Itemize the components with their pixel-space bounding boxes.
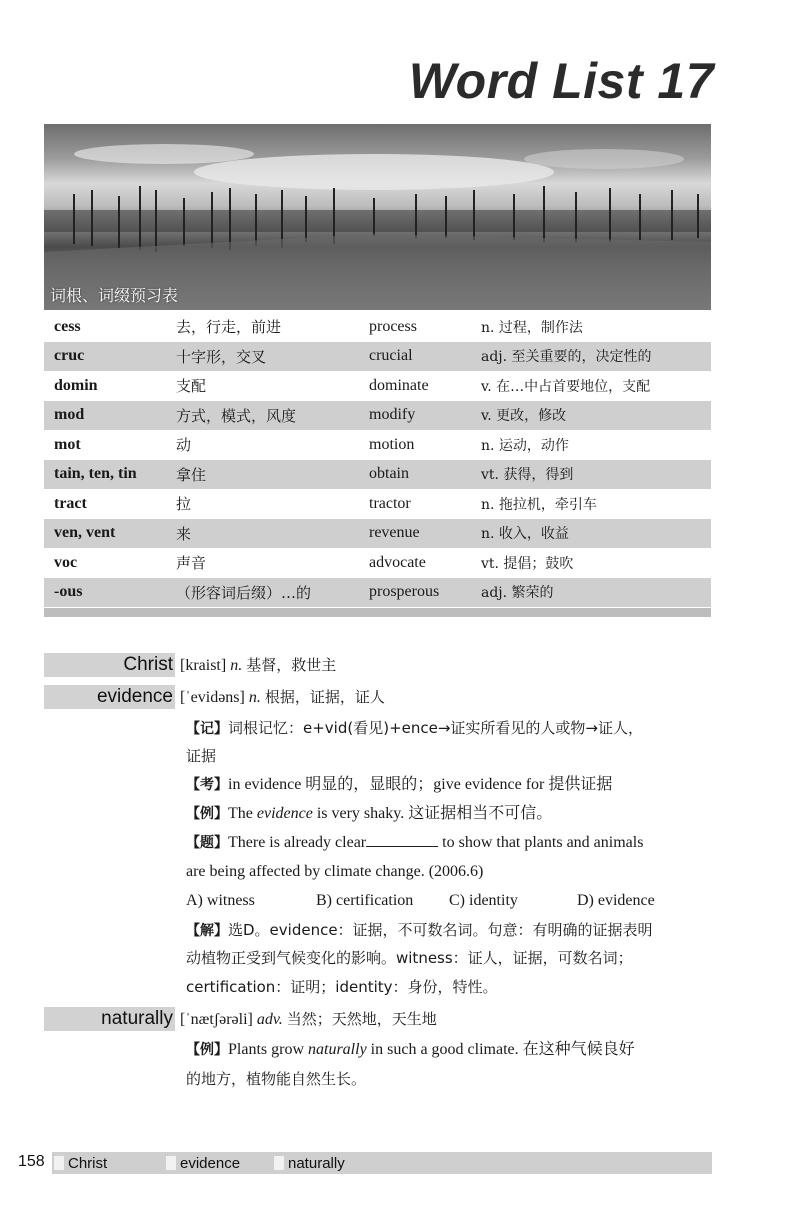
example-cell: obtain (359, 460, 471, 490)
meaning-cell: 动 (176, 436, 192, 455)
meaning-cell: 声音 (176, 554, 207, 573)
example-cell: motion (369, 435, 415, 453)
memo-tag: 【记】 (186, 721, 228, 737)
footer-index-item (274, 1155, 345, 1172)
example-pre: Plants grow (228, 1041, 308, 1058)
example-cell: prosperous (359, 578, 471, 608)
example-cell: crucial (359, 342, 471, 372)
example-pre: The (228, 805, 257, 822)
answer-line (186, 918, 716, 943)
memo-line (186, 716, 716, 741)
table-row (44, 519, 711, 549)
meaning-cell: 支配 (176, 377, 207, 396)
answer-line-2: 动植物正受到气候变化的影响。witness：证人，证据，可数名词； (186, 949, 633, 967)
definition: 基督，救世主 (246, 656, 337, 674)
example-cell: tractor (369, 494, 411, 512)
table-bottom-border (44, 608, 711, 617)
part-of-speech: adv. (256, 1011, 283, 1028)
footer-index-item (54, 1155, 107, 1172)
table-row (44, 401, 711, 431)
pronunciation: [ˈevidəns] (180, 689, 245, 706)
headword-christ: Christ (44, 653, 175, 677)
memo-text: 词根记忆：e+vid(看见)+ence→证实所看见的人或物→证人， (228, 719, 643, 737)
example-cell: dominate (369, 376, 429, 394)
example-line-2: 的地方，植物能自然生长。 (186, 1070, 367, 1088)
pronunciation: [kraist] (180, 657, 227, 674)
answer-text: 选D。evidence：证据，不可数名词。句意：有明确的证据表明 (228, 921, 653, 939)
meaning-cell: 去，行走，前进 (176, 318, 282, 337)
headword-evidence: evidence (44, 685, 175, 709)
definition-cell: n. 拖拉机，牵引车 (481, 496, 597, 513)
table-row (44, 489, 711, 519)
definition-cell: adj. 繁荣的 (471, 578, 711, 608)
footer-word: naturally (288, 1155, 345, 1172)
banner-label: 词根、词缀预习表 (50, 286, 179, 305)
root-cell: -ous (44, 578, 166, 608)
checkbox-square-icon (166, 1156, 176, 1170)
table-row (44, 430, 711, 460)
footer-word: evidence (180, 1155, 241, 1172)
table-row (44, 371, 711, 401)
example-post: is very shaky. 这证据相当不可信。 (312, 805, 553, 822)
root-cell: mot (54, 435, 81, 453)
question-pre: There is already clear (228, 834, 367, 851)
question-line-2: are being affected by climate change. (2006.6) (186, 863, 484, 880)
option-a: A) witness (186, 892, 255, 909)
root-cell: cess (54, 317, 81, 335)
question-tag: 【题】 (186, 835, 228, 851)
answer-tag: 【解】 (186, 923, 228, 939)
question-line (186, 831, 716, 855)
options-line (186, 889, 716, 913)
checkbox-square-icon (274, 1156, 284, 1170)
example-cell: process (369, 317, 417, 335)
headword-naturally: naturally (44, 1007, 175, 1031)
entry-evidence-header (180, 685, 710, 710)
root-cell: ven, vent (44, 519, 166, 549)
meaning-cell: 方式，模式，风度 (166, 401, 359, 431)
example-keyword: naturally (308, 1041, 367, 1058)
page-title: Word List 17 (408, 53, 714, 109)
footer-index-item (166, 1155, 240, 1172)
example-cell: advocate (369, 553, 426, 571)
example-cell: revenue (359, 519, 471, 549)
root-cell: cruc (44, 342, 166, 372)
footer-bar (52, 1152, 712, 1174)
landscape-banner (44, 124, 711, 310)
table-row (44, 342, 711, 372)
part-of-speech: n. (248, 689, 261, 706)
example-tag: 【例】 (186, 806, 228, 822)
example-line (186, 1038, 716, 1062)
entry-naturally-header (180, 1007, 710, 1032)
checkbox-square-icon (54, 1156, 64, 1170)
part-of-speech: n. (230, 657, 243, 674)
pronunciation: [ˈnætʃərəli] (180, 1011, 253, 1028)
table-row (44, 548, 711, 578)
definition: 根据，证据，证人 (264, 688, 385, 706)
table-row (44, 460, 711, 490)
definition-cell: vt. 获得，得到 (471, 460, 711, 490)
question-post: to show that plants and animals (438, 834, 644, 851)
table-row (44, 578, 711, 608)
definition-cell: v. 更改，修改 (471, 401, 711, 431)
exam-text: in evidence 明显的，显眼的；give evidence for 提供证据 (228, 776, 613, 793)
memo-line-2: 证据 (186, 747, 217, 765)
definition-cell: n. 运动，动作 (481, 437, 569, 454)
answer-blank (366, 832, 438, 847)
example-post: in such a good climate. 在这种气候良好 (366, 1041, 635, 1058)
definition-cell: vt. 提倡；鼓吹 (481, 555, 574, 572)
example-cell: modify (359, 401, 471, 431)
root-cell: domin (54, 376, 98, 394)
root-cell: mod (44, 401, 166, 431)
meaning-cell: 来 (166, 519, 359, 549)
answer-line-3: certification：证明；identity：身份，特性。 (186, 978, 498, 996)
page-number: 158 (18, 1153, 45, 1170)
meaning-cell: 拉 (176, 495, 192, 514)
root-cell: voc (54, 553, 78, 571)
definition-cell: n. 收入，收益 (471, 519, 711, 549)
root-cell: tract (54, 494, 87, 512)
definition-cell: n. 过程，制作法 (481, 319, 583, 336)
entry-christ-header (180, 653, 710, 678)
example-keyword: evidence (256, 805, 313, 822)
meaning-cell: 十字形，交叉 (166, 342, 359, 372)
roots-table (44, 312, 711, 607)
example-tag: 【例】 (186, 1042, 228, 1058)
example-line (186, 802, 716, 826)
meaning-cell: 拿住 (166, 460, 359, 490)
option-b: B) certification (316, 892, 414, 909)
option-c: C) identity (449, 892, 518, 909)
exam-tag: 【考】 (186, 777, 228, 793)
footer-word: Christ (68, 1155, 108, 1172)
meaning-cell: （形容词后缀）…的 (166, 578, 359, 608)
definition-cell: v. 在…中占首要地位，支配 (481, 378, 651, 395)
option-d: D) evidence (577, 892, 655, 909)
exam-line (186, 773, 716, 797)
definition-cell: adj. 至关重要的，决定性的 (471, 342, 711, 372)
root-cell: tain, ten, tin (44, 460, 166, 490)
table-row (44, 312, 711, 342)
definition: 当然；天然地，天生地 (286, 1010, 437, 1028)
